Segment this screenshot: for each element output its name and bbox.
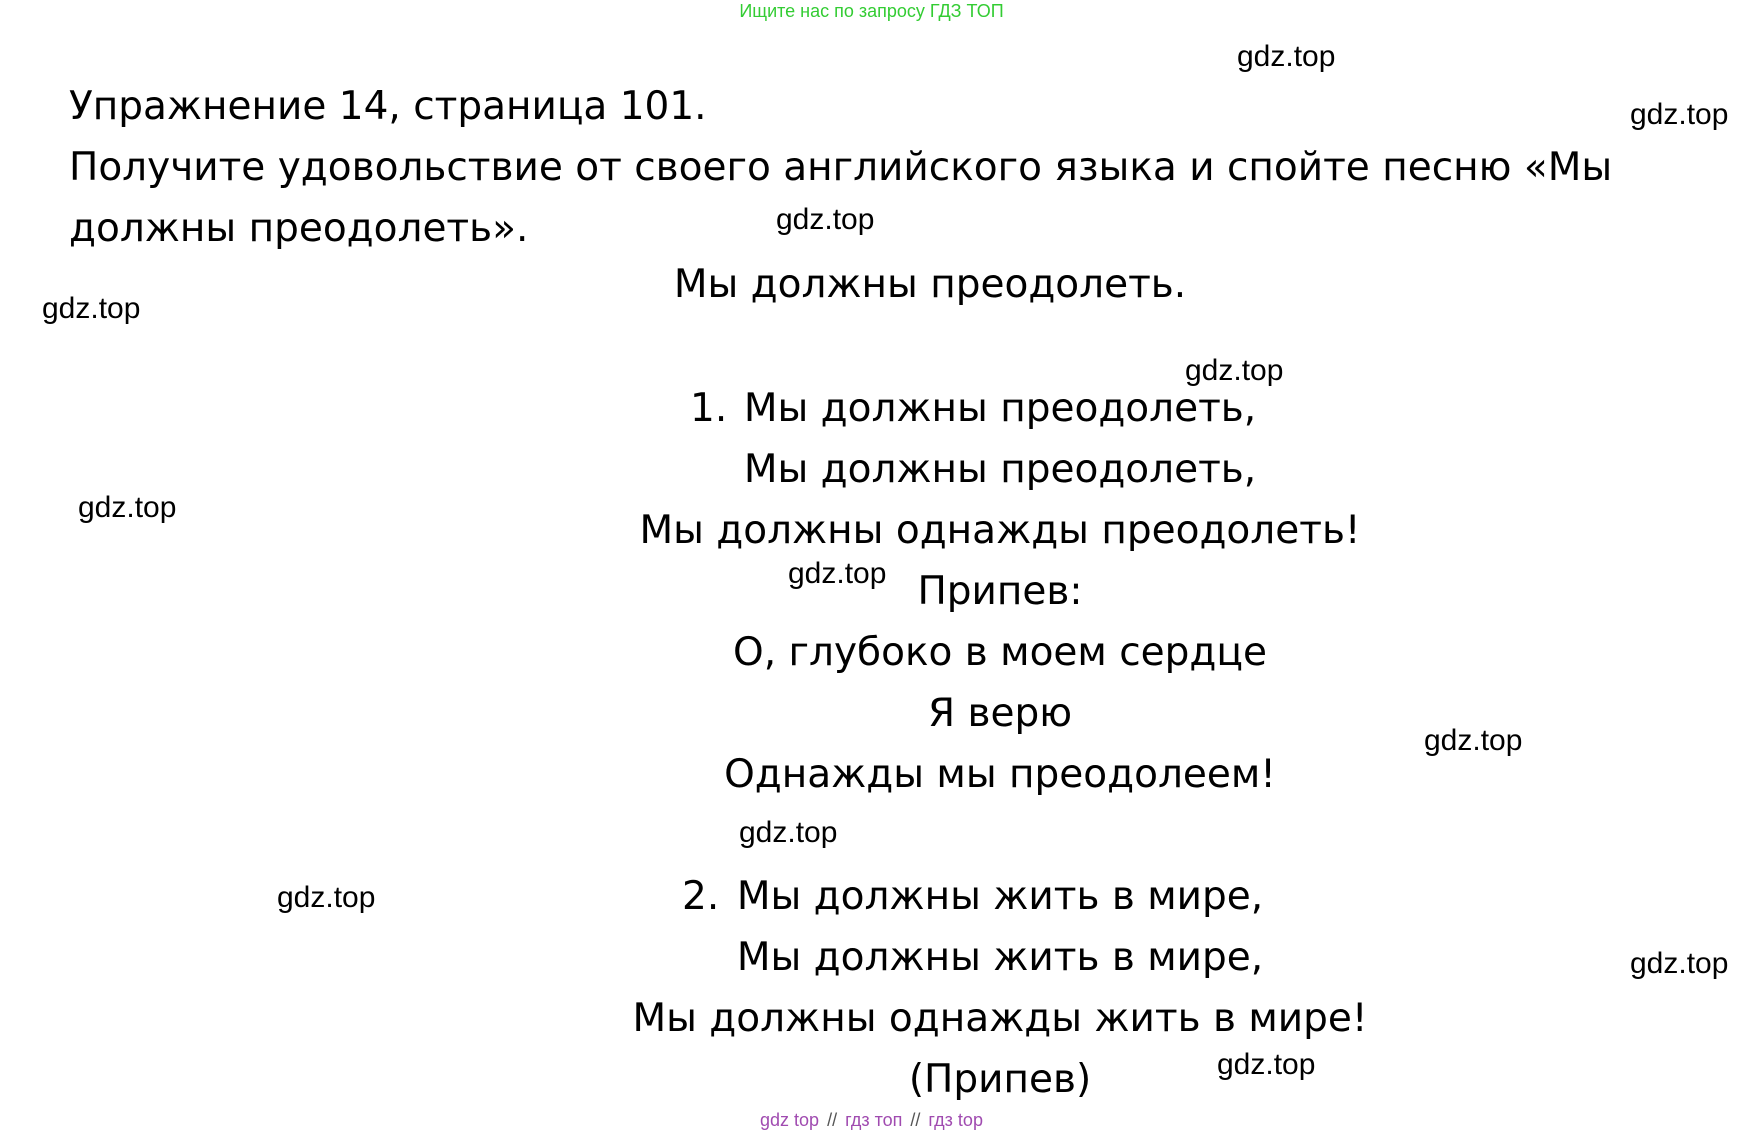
watermark: gdz.top [1630,947,1729,980]
watermark: gdz.top [1217,1048,1316,1081]
footer-links [0,1110,1743,1131]
verse-2-number: 2. [682,874,720,919]
verse-line: Мы должны преодолеть, [743,386,1257,431]
verse-1-number: 1. [690,386,728,431]
verse-line: Мы должны однажды преодолеть! [639,508,1361,553]
verse-line: Мы должны жить в мире, [736,874,1264,919]
footer-item[interactable]: gdz top [760,1110,820,1130]
footer-item[interactable]: гдз топ [845,1110,903,1130]
watermark: gdz.top [1237,40,1336,73]
verse-2 [0,866,1743,1110]
chorus-reference: (Припев) [908,1057,1092,1102]
exercise-heading: Упражнение 14, страница 101. [69,84,707,129]
footer-item[interactable]: гдз top [928,1110,983,1130]
watermark: gdz.top [78,491,177,524]
footer-separator: // [910,1110,921,1130]
chorus-line: О, глубоко в моем сердце [733,630,1267,675]
watermark: gdz.top [776,203,875,236]
watermark: gdz.top [1424,724,1523,757]
watermark: gdz.top [277,881,376,914]
verse-line: Мы должны преодолеть, [743,447,1257,492]
song-title: Мы должны преодолеть. [673,262,1187,307]
watermark: gdz.top [42,292,141,325]
watermark: gdz.top [1185,354,1284,387]
verse-line: Мы должны однажды жить в мире! [632,996,1368,1041]
chorus [0,561,1743,805]
verse-1 [0,378,1743,561]
watermark: gdz.top [739,816,838,849]
task-text: Получите удовольствие от своего английского языка и спойте песню «Мы должны преодолеть». [69,145,1613,251]
footer-separator: // [827,1110,838,1130]
chorus-line: Однажды мы преодолеем! [724,752,1276,797]
watermark: gdz.top [788,557,887,590]
verse-line: Мы должны жить в мире, [736,935,1264,980]
watermark: gdz.top [1630,98,1729,131]
search-banner: Ищите нас по запросу ГДЗ ТОП [739,1,1004,21]
chorus-line: Я верю [927,691,1073,736]
chorus-label: Припев: [917,569,1083,614]
